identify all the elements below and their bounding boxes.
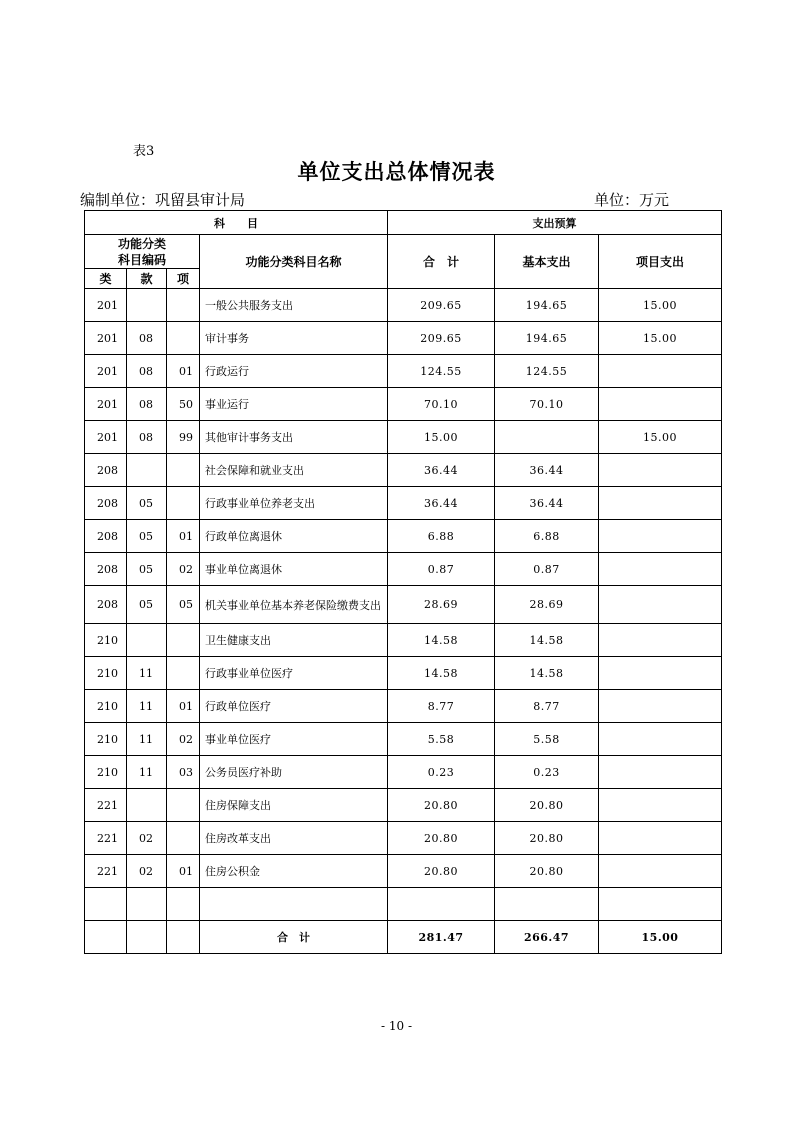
total-cell: 15.00 — [388, 421, 495, 454]
table-row — [85, 723, 722, 756]
name-cell: 事业运行 — [200, 388, 388, 421]
basic-cell: 5.58 — [495, 723, 599, 756]
basic-cell: 36.44 — [495, 454, 599, 487]
kuan-cell: 08 — [127, 388, 167, 421]
basic-cell: 20.80 — [495, 789, 599, 822]
basic-cell: 36.44 — [495, 487, 599, 520]
table-row — [85, 586, 722, 624]
summary-empty-cell — [127, 921, 167, 954]
name-cell: 行政事业单位养老支出 — [200, 487, 388, 520]
name-cell: 住房改革支出 — [200, 822, 388, 855]
total-cell: 124.55 — [388, 355, 495, 388]
summary-empty-cell — [85, 921, 127, 954]
lei-header: 类 — [85, 269, 127, 289]
project-cell: 15.00 — [599, 421, 722, 454]
lei-cell: 201 — [85, 421, 127, 454]
lei-cell: 208 — [85, 586, 127, 624]
func-code-header — [85, 235, 200, 269]
func-code-line2: 科目编码 — [117, 252, 166, 267]
xiang-cell: 05 — [167, 586, 200, 624]
table-row — [85, 822, 722, 855]
xiang-cell: 50 — [167, 388, 200, 421]
summary-total: 281.47 — [388, 921, 495, 954]
func-code-line1: 功能分类 — [117, 236, 166, 251]
table-row — [85, 289, 722, 322]
table-row — [85, 520, 722, 553]
xiang-cell — [167, 624, 200, 657]
lei-cell: 210 — [85, 756, 127, 789]
unit-label: 单位：万元 — [594, 191, 670, 209]
project-cell — [599, 756, 722, 789]
name-cell: 公务员医疗补助 — [200, 756, 388, 789]
lei-cell: 208 — [85, 487, 127, 520]
total-cell — [388, 888, 495, 921]
project-cell — [599, 690, 722, 723]
name-cell: 住房公积金 — [200, 855, 388, 888]
kuan-cell: 05 — [127, 586, 167, 624]
project-cell — [599, 586, 722, 624]
lei-cell: 210 — [85, 624, 127, 657]
xiang-cell: 03 — [167, 756, 200, 789]
lei-cell: 210 — [85, 723, 127, 756]
total-cell: 6.88 — [388, 520, 495, 553]
total-cell: 0.87 — [388, 553, 495, 586]
table-row — [85, 855, 722, 888]
basic-cell: 70.10 — [495, 388, 599, 421]
organization-label: 编制单位：巩留县审计局 — [80, 191, 246, 209]
basic-cell: 20.80 — [495, 855, 599, 888]
summary-project: 15.00 — [599, 921, 722, 954]
name-cell: 社会保障和就业支出 — [200, 454, 388, 487]
lei-cell: 201 — [85, 322, 127, 355]
basic-cell: 6.88 — [495, 520, 599, 553]
total-cell: 28.69 — [388, 586, 495, 624]
kuan-cell: 08 — [127, 355, 167, 388]
page-number: - 10 - — [380, 1019, 412, 1033]
lei-cell: 210 — [85, 657, 127, 690]
xiang-cell: 01 — [167, 690, 200, 723]
table-number: 表3 — [133, 144, 155, 159]
kuan-cell — [127, 888, 167, 921]
basic-header: 基本支出 — [495, 235, 599, 289]
page-title: 单位支出总体情况表 — [297, 159, 496, 184]
project-cell — [599, 723, 722, 756]
kuan-cell — [127, 289, 167, 322]
basic-cell: 14.58 — [495, 657, 599, 690]
subject-header: 科 目 — [85, 211, 388, 235]
table-row — [85, 756, 722, 789]
total-cell: 36.44 — [388, 487, 495, 520]
xiang-cell — [167, 487, 200, 520]
expense-budget-header: 支出预算 — [388, 211, 722, 235]
summary-basic: 266.47 — [495, 921, 599, 954]
basic-cell: 8.77 — [495, 690, 599, 723]
project-cell — [599, 855, 722, 888]
kuan-cell — [127, 789, 167, 822]
name-cell: 行政单位医疗 — [200, 690, 388, 723]
name-cell: 事业单位医疗 — [200, 723, 388, 756]
total-cell: 20.80 — [388, 822, 495, 855]
kuan-cell — [127, 624, 167, 657]
basic-cell — [495, 421, 599, 454]
basic-cell: 194.65 — [495, 322, 599, 355]
total-cell: 36.44 — [388, 454, 495, 487]
project-cell — [599, 657, 722, 690]
total-cell: 5.58 — [388, 723, 495, 756]
lei-cell: 201 — [85, 355, 127, 388]
xiang-cell: 02 — [167, 553, 200, 586]
lei-cell — [85, 888, 127, 921]
lei-cell: 201 — [85, 388, 127, 421]
total-cell: 70.10 — [388, 388, 495, 421]
xiang-cell — [167, 822, 200, 855]
name-cell: 机关事业单位基本养老保险缴费支出 — [200, 586, 388, 624]
lei-cell: 201 — [85, 289, 127, 322]
basic-cell: 28.69 — [495, 586, 599, 624]
project-header: 项目支出 — [599, 235, 722, 289]
xiang-cell — [167, 888, 200, 921]
xiang-cell — [167, 789, 200, 822]
total-cell: 20.80 — [388, 789, 495, 822]
project-cell: 15.00 — [599, 289, 722, 322]
kuan-header: 款 — [127, 269, 167, 289]
summary-empty-cell — [167, 921, 200, 954]
kuan-cell: 11 — [127, 723, 167, 756]
name-cell: 行政单位离退休 — [200, 520, 388, 553]
lei-cell: 221 — [85, 855, 127, 888]
basic-cell: 124.55 — [495, 355, 599, 388]
xiang-cell: 02 — [167, 723, 200, 756]
name-cell: 其他审计事务支出 — [200, 421, 388, 454]
project-cell — [599, 388, 722, 421]
xiang-cell: 01 — [167, 855, 200, 888]
xiang-cell: 99 — [167, 421, 200, 454]
name-cell: 事业单位离退休 — [200, 553, 388, 586]
basic-cell: 0.87 — [495, 553, 599, 586]
project-cell — [599, 624, 722, 657]
project-cell — [599, 789, 722, 822]
table-row — [85, 553, 722, 586]
func-name-header: 功能分类科目名称 — [200, 235, 388, 289]
name-cell: 卫生健康支出 — [200, 624, 388, 657]
lei-cell: 210 — [85, 690, 127, 723]
table-row — [85, 657, 722, 690]
table-row — [85, 454, 722, 487]
kuan-cell: 05 — [127, 553, 167, 586]
basic-cell — [495, 888, 599, 921]
table-row — [85, 355, 722, 388]
total-cell: 209.65 — [388, 322, 495, 355]
project-cell — [599, 888, 722, 921]
name-cell: 行政运行 — [200, 355, 388, 388]
total-cell: 14.58 — [388, 624, 495, 657]
name-cell: 审计事务 — [200, 322, 388, 355]
table-row — [85, 888, 722, 921]
xiang-cell: 01 — [167, 355, 200, 388]
basic-cell: 20.80 — [495, 822, 599, 855]
table-row — [85, 789, 722, 822]
project-cell — [599, 487, 722, 520]
xiang-cell — [167, 289, 200, 322]
xiang-cell — [167, 657, 200, 690]
kuan-cell: 05 — [127, 487, 167, 520]
summary-label: 合 计 — [200, 921, 388, 954]
project-cell — [599, 553, 722, 586]
kuan-cell: 02 — [127, 855, 167, 888]
kuan-cell: 05 — [127, 520, 167, 553]
table-row — [85, 624, 722, 657]
basic-cell: 0.23 — [495, 756, 599, 789]
table-row — [85, 421, 722, 454]
project-cell — [599, 355, 722, 388]
total-cell: 8.77 — [388, 690, 495, 723]
table-row — [85, 388, 722, 421]
total-cell: 20.80 — [388, 855, 495, 888]
total-cell: 0.23 — [388, 756, 495, 789]
lei-cell: 221 — [85, 789, 127, 822]
project-cell — [599, 822, 722, 855]
total-header: 合 计 — [388, 235, 495, 289]
project-cell: 15.00 — [599, 322, 722, 355]
kuan-cell: 02 — [127, 822, 167, 855]
table-row — [85, 322, 722, 355]
summary-row — [85, 921, 722, 954]
name-cell: 住房保障支出 — [200, 789, 388, 822]
expense-table — [84, 210, 722, 954]
name-cell: 行政事业单位医疗 — [200, 657, 388, 690]
table-row — [85, 690, 722, 723]
kuan-cell: 11 — [127, 756, 167, 789]
kuan-cell: 08 — [127, 322, 167, 355]
xiang-cell — [167, 454, 200, 487]
lei-cell: 208 — [85, 553, 127, 586]
kuan-cell: 08 — [127, 421, 167, 454]
table-row — [85, 487, 722, 520]
total-cell: 209.65 — [388, 289, 495, 322]
kuan-cell — [127, 454, 167, 487]
kuan-cell: 11 — [127, 690, 167, 723]
project-cell — [599, 454, 722, 487]
total-cell: 14.58 — [388, 657, 495, 690]
basic-cell: 194.65 — [495, 289, 599, 322]
name-cell — [200, 888, 388, 921]
kuan-cell: 11 — [127, 657, 167, 690]
project-cell — [599, 520, 722, 553]
basic-cell: 14.58 — [495, 624, 599, 657]
lei-cell: 221 — [85, 822, 127, 855]
lei-cell: 208 — [85, 520, 127, 553]
xiang-cell — [167, 322, 200, 355]
lei-cell: 208 — [85, 454, 127, 487]
xiang-header: 项 — [167, 269, 200, 289]
name-cell: 一般公共服务支出 — [200, 289, 388, 322]
xiang-cell: 01 — [167, 520, 200, 553]
